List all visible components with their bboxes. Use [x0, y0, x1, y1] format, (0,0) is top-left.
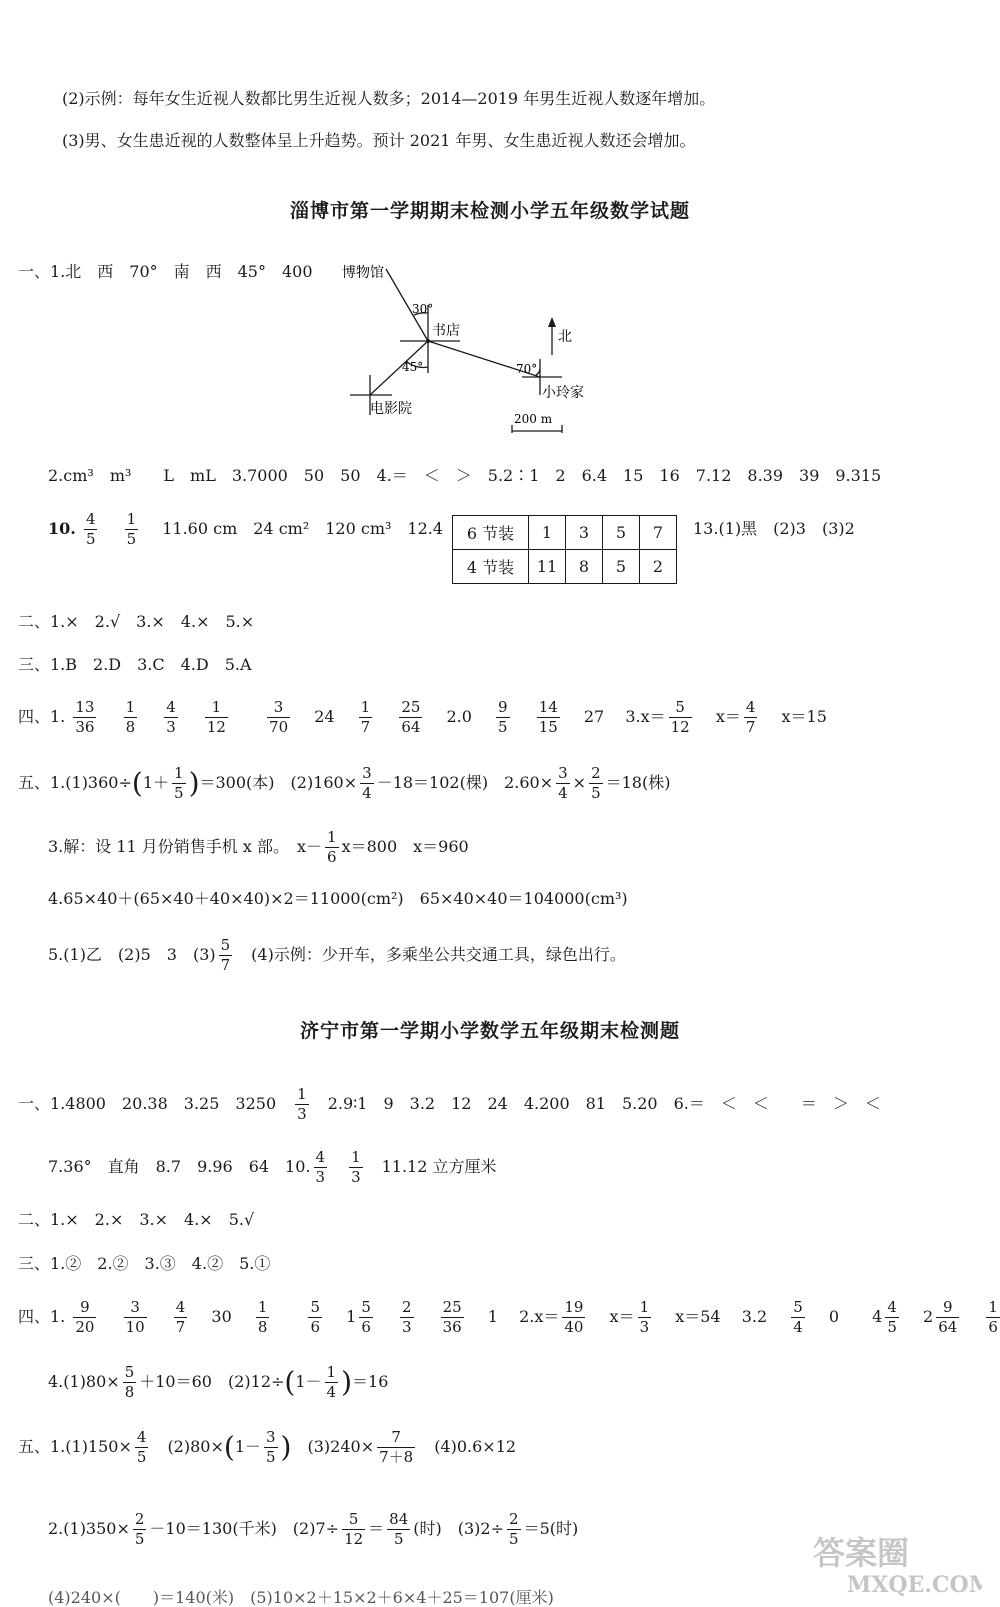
s2-part5-q1: 五、1.(1)150× $\frac{4}{5}$ (2)80×(1－ $\frac{3}{5}$ ) (3)240× $\frac{7}{7+8}$ (4)0.6×12 — [18, 1428, 517, 1466]
table-row: 6 节装 1 3 5 7 — [453, 516, 677, 550]
direction-map-diagram — [340, 255, 600, 445]
label-scale: 200 m — [514, 412, 553, 426]
label-70: 70° — [516, 362, 538, 376]
s1-part5-line1: 五、1.(1)360÷(1＋ $\frac{1}{5}$ )＝300(本) (2)160× $\frac{3}{4}$ －18＝102(棵) 2.60× $\frac{3}{4}$ × $\frac{2}{5}$ ＝18(株) — [18, 764, 671, 802]
watermark-logo — [807, 1528, 982, 1598]
s1-row2-answers: 2.cm³ m³ L mL 3.7000 50 50 4.＝ ＜ ＞ 5.2∶1 2 6.4 15 16 7.12 8.39 39 9.315 — [48, 466, 882, 485]
label-museum: 博物馆 — [342, 265, 384, 281]
watermark-line1: 答案圈 — [813, 1534, 910, 1572]
section-title-jining: 济宁市第一学期小学数学五年级期末检测题 — [300, 1020, 681, 1042]
s2-part1-row1: 一、1.4800 20.38 3.25 3250 $\frac{1}{3}$ 2.9∶1 9 3.2 12 24 4.200 81 5.20 6.＝ ＜ ＜ ＝ ＞ ＜ — [18, 1085, 881, 1123]
label-north: 北 — [558, 329, 572, 345]
s1-part5-q5: 5.(1)乙 (2)5 3 (3) $\frac{5}{7}$ (4)示例：少开车，多乘坐公共交通工具，绿色出行。 — [48, 936, 626, 974]
bookstore-point — [426, 339, 430, 343]
intro-line-3: (3)男、女生患近视的人数整体呈上升趋势。预计 2021 年男、女生患近视人数还会增加。 — [62, 131, 696, 150]
s1-part4: 四、1. $\frac{13}{36}$ $\frac{1}{8}$ $\frac{4}{3}$ $\frac{1}{12}$ $\frac{3}{70}$ 24 $\frac{1}{7}$ $\frac{25}{64}$ 2.0 $\frac{9}{5}$ $\frac{14}{15}$ 27 3.x＝ $\frac{5}{12}$ x＝ $\frac{4}{7}$ x＝15 — [18, 698, 827, 736]
s1-part5-q3: 3.解：设 11 月份销售手机 x 部。 x－ $\frac{1}{6}$ x＝800 x＝960 — [48, 828, 469, 866]
fraction: $\frac{4}{5}$ — [85, 510, 96, 548]
s1-part3: 三、1.B 2.D 3.C 4.D 5.A — [18, 655, 252, 674]
watermark-line2: MXQE.COM — [847, 1572, 982, 1598]
s2-part4: 四、1. $\frac{9}{20}$ $\frac{3}{10}$ $\frac{4}{7}$ 30 $\frac{1}{8}$ $\frac{5}{6}$ 1 $\frac{5}{6}$ $\frac{2}{3}$ $\frac{25}{36}$ 1 2.x＝ $\frac{19}{40}$ x＝ $\frac{1}{3}$ x＝54 3.2 $\frac{5}{4}$ 0 4 $\frac{4}{5}$ 2 $\frac{9}{64}$ $\frac{1}{6}$ — [18, 1298, 998, 1336]
table-row: 4 节装 11 8 5 2 — [453, 550, 677, 584]
label-45: 45° — [402, 360, 424, 374]
s2-part2: 二、1.× 2.× 3.× 4.× 5.√ — [18, 1210, 255, 1229]
s2-part3: 三、1.② 2.② 3.③ 4.② 5.① — [18, 1254, 271, 1273]
s1-part5-q4: 4.65×40＋(65×40＋40×40)×2＝11000(cm²) 65×40×40＝104000(cm³) — [48, 889, 628, 908]
fraction: $\frac{1}{5}$ — [126, 510, 137, 548]
label-cinema: 电影院 — [370, 401, 412, 417]
s2-part5-q2: 2.(1)350× $\frac{2}{5}$ －10＝130(千米) (2)7÷ $\frac{5}{12}$ ＝ $\frac{84}{5}$ (时) (3)2÷ $\frac{2}{5}$ ＝5(时) — [48, 1510, 579, 1548]
s1-q13: 13.(1)黑 (2)3 (3)2 — [693, 519, 855, 538]
s2-tail-cutoff: (4)240×( )＝140(米) (5)10×2＋15×2＋6×4＋25＝107(厘米) — [48, 1588, 554, 1607]
s1-part2: 二、1.× 2.√ 3.× 4.× 5.× — [18, 612, 255, 631]
label-home: 小玲家 — [542, 385, 584, 401]
intro-line-2: (2)示例：每年女生近视人数都比男生近视人数多；2014—2019 年男生近视人数逐年增加。 — [62, 89, 716, 108]
label-bookstore: 书店 — [432, 323, 460, 339]
s2-part1-row2: 7.36° 直角 8.7 9.96 64 10. $\frac{4}{3}$ $\frac{1}{3}$ 11.12 立方厘米 — [48, 1148, 497, 1186]
label-30: 30° — [412, 302, 434, 316]
north-arrow-head — [548, 317, 556, 327]
section-title-zibo: 淄博市第一学期期末检测小学五年级数学试题 — [290, 200, 691, 222]
s2-part4-q4: 4.(1)80× $\frac{5}{8}$ ＋10＝60 (2)12÷(1－ $\frac{1}{4}$ )＝16 — [48, 1363, 389, 1401]
s1-q1-answers: 一、1.北 西 70° 南 西 45° 400 — [18, 262, 313, 281]
s1-row3: 10. $\frac{4}{5}$ $\frac{1}{5}$ 11.60 cm 24 cm² 120 cm³ 12.4 — [48, 510, 444, 548]
pack-table — [452, 515, 677, 584]
